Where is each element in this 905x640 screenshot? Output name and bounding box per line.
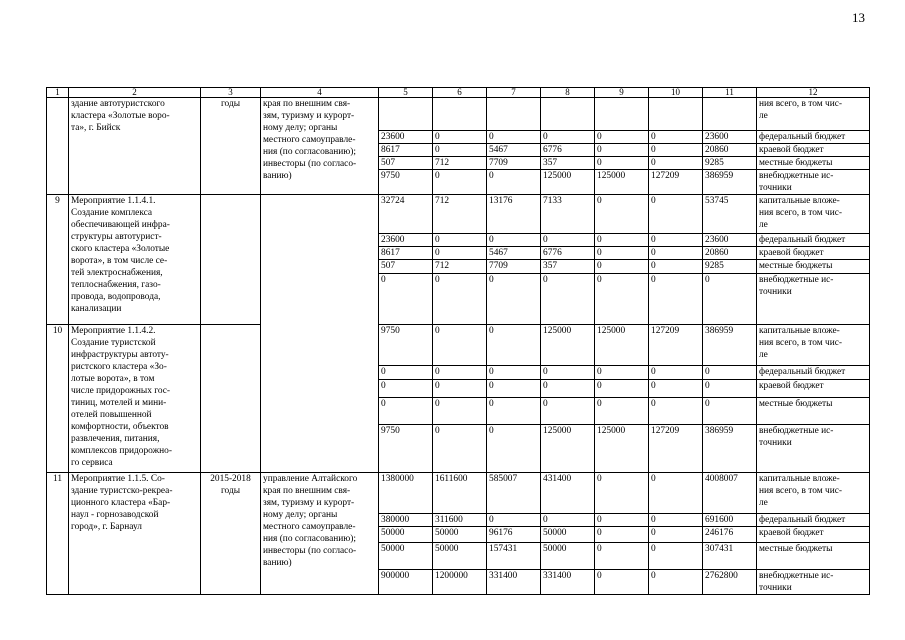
amount-cell: 0 (703, 366, 757, 380)
amount-cell: 0 (595, 144, 649, 157)
amount-cell: 0 (433, 398, 487, 425)
amount-cell: 0 (487, 274, 541, 325)
amount-cell: 585007 (487, 473, 541, 514)
executor-cell: управление Алтайского края по внешним свя- зям, туризму и курорт- ному делу; органы местного самоуправле- ния (по согласованию); инвесторы (по согласо- ванию) (261, 473, 379, 595)
amount-cell: 6776 (541, 247, 595, 260)
amount-cell: 246176 (703, 527, 757, 543)
amount-cell: 0 (433, 366, 487, 380)
amount-cell: 7133 (541, 195, 595, 234)
amount-cell (487, 98, 541, 131)
amount-cell: 0 (595, 247, 649, 260)
amount-cell: 50000 (379, 527, 433, 543)
header-cell: 11 (703, 88, 757, 98)
amount-cell: 0 (487, 380, 541, 398)
amount-cell: 0 (379, 366, 433, 380)
amount-cell: 380000 (379, 514, 433, 527)
amount-cell: 0 (595, 570, 649, 595)
source-cell: внебюджетные ис- точники (757, 425, 870, 473)
amount-cell: 0 (649, 234, 703, 247)
amount-cell (433, 98, 487, 131)
amount-cell: 0 (433, 144, 487, 157)
row-number: 10 (47, 325, 69, 473)
amount-cell: 125000 (541, 325, 595, 366)
amount-cell: 6776 (541, 144, 595, 157)
source-cell: внебюджетные ис- точники (757, 570, 870, 595)
amount-cell: 0 (541, 234, 595, 247)
amount-cell: 4008007 (703, 473, 757, 514)
source-cell: федеральный бюджет (757, 366, 870, 380)
table-row (47, 473, 870, 514)
amount-cell: 0 (541, 366, 595, 380)
amount-cell: 0 (595, 234, 649, 247)
amount-cell (703, 98, 757, 131)
source-cell: местные бюджеты (757, 398, 870, 425)
amount-cell: 23600 (379, 131, 433, 144)
amount-cell: 20860 (703, 144, 757, 157)
amount-cell: 127209 (649, 325, 703, 366)
amount-cell: 0 (595, 514, 649, 527)
amount-cell: 2762800 (703, 570, 757, 595)
amount-cell: 0 (649, 514, 703, 527)
event-name: здание автотуристского кластера «Золотые воро- та», г. Бийск (69, 98, 201, 195)
amount-cell: 5467 (487, 247, 541, 260)
amount-cell: 125000 (541, 170, 595, 195)
amount-cell: 507 (379, 260, 433, 274)
table-row (47, 98, 870, 131)
amount-cell: 357 (541, 260, 595, 274)
amount-cell: 0 (649, 527, 703, 543)
amount-cell: 0 (541, 514, 595, 527)
amount-cell: 0 (595, 380, 649, 398)
amount-cell: 0 (433, 170, 487, 195)
amount-cell: 0 (487, 170, 541, 195)
amount-cell: 23600 (703, 131, 757, 144)
executor-cell (261, 195, 379, 473)
table-row (47, 325, 870, 366)
amount-cell: 311600 (433, 514, 487, 527)
header-cell: 1 (47, 88, 69, 98)
amount-cell: 125000 (595, 425, 649, 473)
amount-cell: 20860 (703, 247, 757, 260)
table-row (47, 195, 870, 234)
row-number (47, 98, 69, 195)
amount-cell: 0 (433, 425, 487, 473)
amount-cell: 23600 (703, 234, 757, 247)
amount-cell: 125000 (541, 425, 595, 473)
header-cell: 12 (757, 88, 870, 98)
amount-cell: 0 (541, 131, 595, 144)
row-number: 9 (47, 195, 69, 325)
amount-cell: 331400 (541, 570, 595, 595)
header-cell: 5 (379, 88, 433, 98)
amount-cell: 0 (541, 398, 595, 425)
amount-cell: 0 (649, 473, 703, 514)
amount-cell: 712 (433, 195, 487, 234)
amount-cell: 0 (595, 274, 649, 325)
amount-cell: 357 (541, 157, 595, 170)
amount-cell: 9285 (703, 260, 757, 274)
source-cell: местные бюджеты (757, 260, 870, 274)
period-cell (201, 325, 261, 473)
amount-cell: 0 (433, 131, 487, 144)
amount-cell: 0 (649, 274, 703, 325)
amount-cell: 0 (487, 514, 541, 527)
amount-cell: 0 (595, 527, 649, 543)
executor-cell: края по внешним свя- зям, туризму и курорт- ному делу; органы местного самоуправле- ния (по согласованию); инвесторы (по согласо- ванию) (261, 98, 379, 195)
amount-cell: 50000 (379, 543, 433, 570)
amount-cell: 0 (595, 473, 649, 514)
amount-cell: 125000 (595, 170, 649, 195)
amount-cell: 900000 (379, 570, 433, 595)
amount-cell: 50000 (433, 527, 487, 543)
source-cell: внебюджетные ис- точники (757, 274, 870, 325)
header-cell: 8 (541, 88, 595, 98)
source-cell: капитальные вложе- ния всего, в том чис- ле (757, 473, 870, 514)
amount-cell: 0 (379, 398, 433, 425)
header-cell: 3 (201, 88, 261, 98)
amount-cell: 0 (649, 380, 703, 398)
header-row (47, 88, 870, 98)
event-name: Мероприятие 1.1.5. Со- здание туристско-рекреа- ционного кластера «Бар- наул - горнозаводской город», г. Барнаул (69, 473, 201, 595)
header-cell: 4 (261, 88, 379, 98)
amount-cell: 0 (649, 131, 703, 144)
amount-cell: 0 (487, 366, 541, 380)
amount-cell: 0 (541, 380, 595, 398)
amount-cell: 9750 (379, 325, 433, 366)
amount-cell: 0 (595, 543, 649, 570)
amount-cell: 307431 (703, 543, 757, 570)
amount-cell: 0 (703, 380, 757, 398)
source-cell: внебюджетные ис- точники (757, 170, 870, 195)
source-cell: краевой бюджет (757, 527, 870, 543)
amount-cell: 7709 (487, 157, 541, 170)
amount-cell: 0 (541, 274, 595, 325)
header-cell: 9 (595, 88, 649, 98)
amount-cell: 0 (595, 157, 649, 170)
amount-cell: 0 (487, 398, 541, 425)
amount-cell: 125000 (595, 325, 649, 366)
amount-cell: 9750 (379, 425, 433, 473)
amount-cell: 23600 (379, 234, 433, 247)
amount-cell: 50000 (541, 527, 595, 543)
amount-cell: 0 (649, 157, 703, 170)
amount-cell: 7709 (487, 260, 541, 274)
amount-cell: 8617 (379, 144, 433, 157)
period-cell: годы (201, 98, 261, 195)
amount-cell: 50000 (541, 543, 595, 570)
amount-cell: 1200000 (433, 570, 487, 595)
source-cell: федеральный бюджет (757, 234, 870, 247)
amount-cell: 0 (433, 247, 487, 260)
amount-cell: 712 (433, 157, 487, 170)
source-cell: местные бюджеты (757, 543, 870, 570)
amount-cell: 431400 (541, 473, 595, 514)
amount-cell: 0 (649, 195, 703, 234)
amount-cell: 0 (379, 380, 433, 398)
amount-cell: 1611600 (433, 473, 487, 514)
amount-cell: 331400 (487, 570, 541, 595)
amount-cell (595, 98, 649, 131)
event-name: Мероприятие 1.1.4.2. Создание туристской инфраструктуры автоту- ристского кластера «Зо- лотые ворота», в том числе придорожных гос- тиниц, мотелей и мини- отелей повышенной комфортности, объектов развлечения, питания, комплексов придорожно- го сервиса (69, 325, 201, 473)
amount-cell: 386959 (703, 325, 757, 366)
amount-cell: 1380000 (379, 473, 433, 514)
amount-cell: 0 (433, 325, 487, 366)
source-cell: краевой бюджет (757, 144, 870, 157)
amount-cell: 0 (487, 425, 541, 473)
source-cell: местные бюджеты (757, 157, 870, 170)
amount-cell (649, 98, 703, 131)
source-cell: федеральный бюджет (757, 131, 870, 144)
header-cell: 6 (433, 88, 487, 98)
amount-cell: 8617 (379, 247, 433, 260)
source-cell: капитальные вложе- ния всего, в том чис- ле (757, 195, 870, 234)
amount-cell: 0 (595, 398, 649, 425)
amount-cell: 712 (433, 260, 487, 274)
amount-cell: 0 (649, 398, 703, 425)
header-cell: 7 (487, 88, 541, 98)
period-cell: 2015-2018 годы (201, 473, 261, 595)
row-number: 11 (47, 473, 69, 595)
amount-cell: 0 (649, 144, 703, 157)
page-number: 13 (852, 10, 865, 25)
amount-cell: 691600 (703, 514, 757, 527)
header-cell: 10 (649, 88, 703, 98)
amount-cell: 32724 (379, 195, 433, 234)
amount-cell: 0 (487, 325, 541, 366)
amount-cell: 13176 (487, 195, 541, 234)
amount-cell: 0 (595, 366, 649, 380)
source-cell: краевой бюджет (757, 380, 870, 398)
amount-cell: 0 (433, 380, 487, 398)
amount-cell: 0 (595, 131, 649, 144)
amount-cell: 157431 (487, 543, 541, 570)
amount-cell: 0 (433, 234, 487, 247)
amount-cell: 0 (649, 247, 703, 260)
source-cell: краевой бюджет (757, 247, 870, 260)
amount-cell: 0 (703, 274, 757, 325)
amount-cell (541, 98, 595, 131)
amount-cell: 0 (433, 274, 487, 325)
amount-cell: 0 (649, 366, 703, 380)
amount-cell: 0 (595, 195, 649, 234)
amount-cell: 386959 (703, 170, 757, 195)
amount-cell: 0 (649, 260, 703, 274)
amount-cell: 0 (379, 274, 433, 325)
amount-cell: 9750 (379, 170, 433, 195)
amount-cell: 0 (487, 131, 541, 144)
event-name: Мероприятие 1.1.4.1. Создание комплекса обеспечивающей инфра- структуры автотурист- ского кластера «Золотые ворота», в том числе се- тей электроснабжения, теплоснабжения, газо- провода, водопровода, канализации (69, 195, 201, 325)
period-cell (201, 195, 261, 325)
amount-cell: 96176 (487, 527, 541, 543)
amount-cell: 53745 (703, 195, 757, 234)
amount-cell: 50000 (433, 543, 487, 570)
amount-cell: 0 (595, 260, 649, 274)
amount-cell: 5467 (487, 144, 541, 157)
source-cell: федеральный бюджет (757, 514, 870, 527)
amount-cell: 386959 (703, 425, 757, 473)
amount-cell: 9285 (703, 157, 757, 170)
amount-cell: 0 (487, 234, 541, 247)
amount-cell: 507 (379, 157, 433, 170)
amount-cell: 0 (649, 570, 703, 595)
amount-cell: 0 (703, 398, 757, 425)
source-cell: ния всего, в том чис- ле (757, 98, 870, 131)
source-cell: капитальные вложе- ния всего, в том чис- ле (757, 325, 870, 366)
amount-cell: 0 (649, 543, 703, 570)
amount-cell (379, 98, 433, 131)
header-cell: 2 (69, 88, 201, 98)
amount-cell: 127209 (649, 170, 703, 195)
amount-cell: 127209 (649, 425, 703, 473)
funding-table (46, 87, 870, 595)
